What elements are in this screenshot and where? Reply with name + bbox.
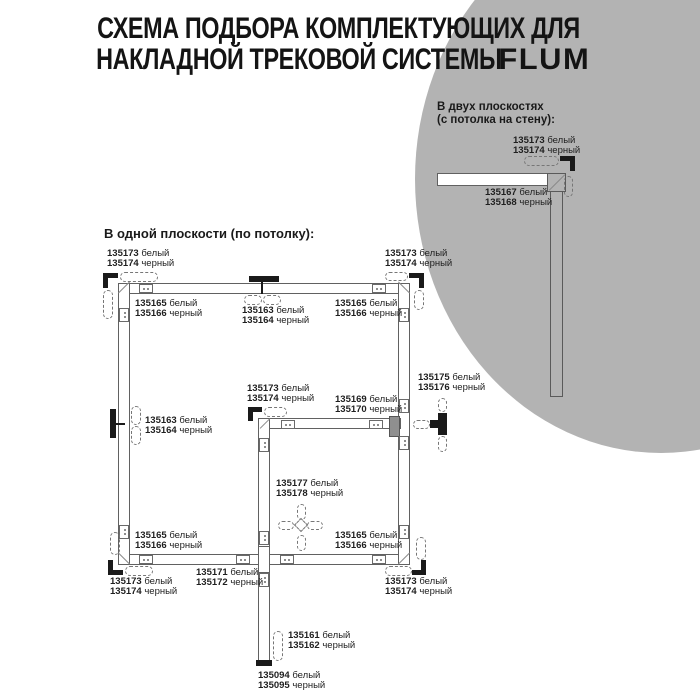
joint-icon — [259, 531, 269, 545]
ceiling-section-heading: В одной плоскости (по потолку): — [104, 226, 315, 241]
flex-connector-icon — [264, 407, 287, 417]
joint-icon — [372, 555, 386, 564]
joint-icon — [281, 420, 295, 429]
tee-connector-icon — [438, 413, 447, 435]
joint-icon — [259, 438, 269, 452]
flex-connector-icon — [103, 290, 113, 319]
joint-icon — [236, 555, 250, 564]
end-cap-icon — [273, 631, 283, 661]
part-label-straight-top-right: 135165 белый 135166 черный — [335, 298, 403, 319]
tee-connector-icon — [413, 420, 430, 429]
part-label-wall-corner: 135167 белый 135168 черный — [485, 187, 553, 208]
cross-connector-icon — [307, 521, 323, 530]
power-feed-icon-top — [249, 276, 279, 282]
wall-track-horizontal — [437, 173, 548, 186]
cross-connector-icon — [278, 521, 294, 530]
brand-name: FLUM — [498, 43, 591, 76]
joint-icon — [369, 420, 383, 429]
flex-connector-icon — [416, 537, 426, 560]
part-label-straight-top-left: 135165 белый 135166 черный — [135, 298, 203, 319]
joint-icon — [119, 525, 129, 539]
wall-corner-connector-icon — [570, 156, 575, 171]
corner-connector-icon-bottom-left — [108, 560, 113, 575]
part-label-feed-top: 135163 белый 135164 черный — [242, 305, 310, 326]
tee-connector-icon — [438, 436, 447, 452]
part-label-wall-connector: 135173 белый 135174 черный — [513, 135, 581, 156]
corner-connector-icon-bottom-right — [421, 560, 426, 575]
corner-connector-icon-top-left — [103, 273, 108, 288]
flex-connector-icon — [244, 295, 262, 305]
wall-heading-line2: (с потолка на стену): — [437, 113, 555, 126]
flex-connector-icon — [120, 272, 158, 282]
corner-connector-icon-top-right — [419, 273, 424, 288]
joint-icon — [139, 284, 153, 293]
joint-icon — [399, 436, 409, 450]
part-label-straight-bottom-left: 135165 белый 135166 черный — [135, 530, 203, 551]
poster-title — [0, 13, 676, 75]
corner-connector-icon-inner — [248, 407, 253, 421]
flex-connector-icon — [263, 295, 281, 305]
wall-track-vertical — [550, 191, 563, 397]
flex-connector-icon — [385, 272, 408, 281]
end-cap-on-track — [256, 660, 272, 666]
part-label-track: 135094 белый 135095 черный — [258, 670, 326, 691]
wall-connector-flex-icon — [524, 156, 559, 166]
flex-connector-icon — [414, 290, 424, 310]
part-label-cross-connector: 135177 белый 135178 черный — [276, 478, 344, 499]
part-label-feed-left: 135163 белый 135164 черный — [145, 415, 213, 436]
flex-connector-icon — [125, 566, 153, 576]
joint-icon — [119, 308, 129, 322]
poster-title-line1: СХЕМА ПОДБОРА КОМПЛЕКТУЮЩИХ ДЛЯ — [96, 12, 580, 45]
joint-icon — [139, 555, 153, 564]
tee-junction-piece — [389, 416, 400, 437]
track-top — [118, 283, 410, 294]
part-label-cross-junction: 135171 белый 135172 черный — [196, 567, 264, 588]
power-feed-stem-top — [261, 281, 263, 294]
power-feed-stem-left — [115, 423, 125, 425]
poster-title-line2: НАКЛАДНОЙ ТРЕКОВОЙ СИСТЕМЫFLUM — [96, 43, 591, 76]
part-label-corner-bottom-left: 135173 белый 135174 черный — [110, 576, 178, 597]
flex-connector-icon — [110, 532, 120, 555]
wall-heading-line1: В двух плоскостях — [437, 101, 544, 113]
cross-connector-icon — [294, 518, 308, 532]
tee-connector-icon — [430, 420, 438, 428]
part-label-corner-top-right: 135173 белый 135174 черный — [385, 248, 453, 269]
part-label-straight-bottom-right: 135165 белый 135166 черный — [335, 530, 403, 551]
part-label-end-cap: 135161 белый 135162 черный — [288, 630, 356, 651]
part-label-corner-top-left: 135173 белый 135174 черный — [107, 248, 175, 269]
part-label-straight-inner: 135169 белый 135170 черный — [335, 394, 403, 415]
cross-connector-icon — [297, 535, 306, 551]
wall-section-heading — [437, 101, 555, 126]
part-label-tee-connector: 135175 белый 135176 черный — [418, 372, 486, 393]
flex-connector-icon — [385, 566, 412, 576]
flex-connector-icon — [131, 426, 141, 445]
part-label-corner-bottom-right: 135173 белый 135174 черный — [385, 576, 453, 597]
tee-connector-icon — [438, 398, 447, 412]
part-label-corner-inner: 135173 белый 135174 черный — [247, 383, 315, 404]
joint-icon — [280, 555, 294, 564]
flex-connector-icon — [131, 406, 141, 425]
joint-icon — [372, 284, 386, 293]
